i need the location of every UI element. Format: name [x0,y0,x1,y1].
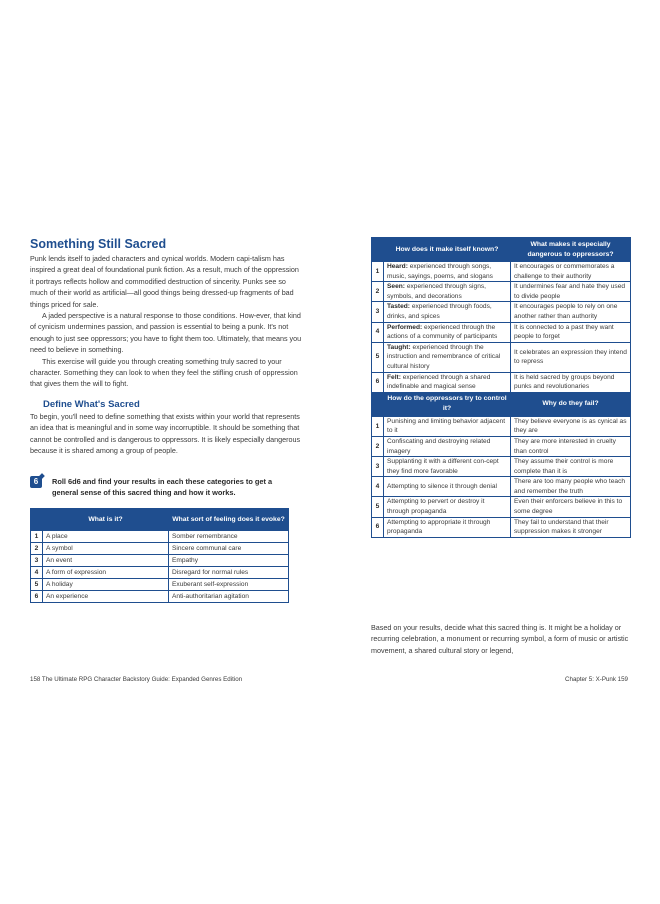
intro-text [30,253,302,390]
row-number: 2 [31,543,43,555]
sense-label: Heard: [387,263,408,270]
row-number: 3 [372,457,384,477]
intro-paragraph-1: Punk lends itself to jaded characters and cynical worlds. Modern capi-talism has inspired a great deal of foundational punk fiction. As a result, much of the oppression it portrays reflects hollow and commodified destruction of sincerity. Punks see so much of their world as artificial—all good things being dressed-up fragments of bad things priced for sale. [30,254,299,309]
header-control: How do the oppressors try to control it? [384,392,511,416]
danger-cell: It is connected to a past they want people to forget [511,322,631,342]
page-footer-left: 158 The Ultimate RPG Character Backstory Guide: Expanded Genres Edition [30,676,243,683]
table-row [372,436,631,456]
known-cell [384,372,511,392]
intro-paragraph-2: A jaded perspective is a natural response to those conditions. How-ever, that kind of cynicism undermines passion, and passion is essential to being a punk. It's not enough to just see oppressors; you have to fight them too. Ultimately, that means you need to believe in something. [30,311,302,355]
intro-paragraph-3: This exercise will guide you through creating something truly sacred to your character. Something they can look to when they feel the stifling crush of oppression that gives them the will to fight. [30,356,298,389]
fail-cell: They assume their control is more complete than it is [511,457,631,477]
table-row [372,372,631,392]
sacred-thing-table [30,508,289,603]
row-number: 5 [31,579,43,591]
row-number: 3 [31,555,43,567]
table-row [31,555,289,567]
fail-cell: They believe everyone is as cynical as they are [511,416,631,436]
header-danger: What makes it especially dangerous to oppressors? [511,238,631,262]
row-number: 1 [372,416,384,436]
row-number: 5 [372,342,384,372]
known-cell [384,322,511,342]
sense-label: Taught: [387,343,411,351]
danger-cell: It encourages or commemorates a challenge to their authority [511,262,631,282]
danger-cell: It encourages people to rely on one another rather than authority [511,302,631,322]
what-cell: A place [43,531,169,543]
table-row [372,497,631,517]
roll-instruction-text: Roll 6d6 and find your results in each these categories to get a general sense of this sacred thing and how it works. [52,477,273,497]
known-text: experienced through the actions of a community of participants [387,323,498,341]
control-cell: Attempting to appropriate it through propaganda [384,517,511,537]
feeling-cell: Exuberant self-expression [169,579,289,591]
feeling-cell: Sincere communal care [169,543,289,555]
table-row [31,567,289,579]
known-text: experienced through the instruction and remembrance of critical cultural history [387,343,501,370]
table-row [372,262,631,282]
feeling-cell: Disregard for normal rules [169,567,289,579]
table-row [31,543,289,555]
known-text: experienced through a shared indefinable and magical sense [387,373,491,391]
d6-die-icon: 6 [30,476,42,488]
table-row [372,416,631,436]
row-number: 6 [31,591,43,603]
row-number: 5 [372,497,384,517]
header-fail: Why do they fail? [511,392,631,416]
header-num [372,238,384,262]
known-text: experienced through songs, music, sayings, poems, and slogans [387,263,493,280]
row-number: 2 [372,436,384,456]
known-text: experienced through foods, drinks, and spices [387,303,492,320]
fail-cell: They are more interested in cruelty than control [511,436,631,456]
control-cell: Supplanting it with a different con-cept they find more favorable [384,457,511,477]
feeling-cell: Somber remembrance [169,531,289,543]
table-row [372,302,631,322]
header-num [372,392,384,416]
table-row [372,282,631,302]
row-number: 1 [372,262,384,282]
control-cell: Punishing and limiting behavior adjacent to it [384,416,511,436]
sense-label: Felt: [387,373,401,381]
subsection-heading: Define What's Sacred [43,399,140,410]
table-row [372,477,631,497]
row-number: 6 [372,372,384,392]
table-row [31,591,289,603]
row-number: 2 [372,282,384,302]
table-row [372,517,631,537]
known-cell [384,302,511,322]
sense-label: Seen: [387,283,405,291]
known-cell [384,342,511,372]
known-cell [384,262,511,282]
table-row [372,457,631,477]
fail-cell: There are too many people who teach and remember the truth [511,477,631,497]
header-known: How does it make itself known? [384,238,511,262]
page-footer-right: Chapter 5: X-Punk 159 [565,676,628,683]
define-text [30,411,302,457]
danger-cell: It celebrates an expression they intend to repress [511,342,631,372]
results-paragraph: Based on your results, decide what this sacred thing is. It might be a holiday or recurring celebration, a monument or recurring symbol, a form of music or artistic movement, a shared cultural story or legend, [371,623,629,655]
header-what: What is it? [43,509,169,531]
row-number: 4 [372,322,384,342]
table-row [31,531,289,543]
what-cell: A symbol [43,543,169,555]
table-row [372,322,631,342]
what-cell: A form of expression [43,567,169,579]
define-paragraph: To begin, you'll need to define something that exists within your world that represents an idea that is meaningful and in some way incorruptible. It should be something that cannot be controlled and is dangerous to oppressors. It is likely especially dangerous because it is shared among a group of people. [30,412,301,456]
manifestation-table [371,237,631,538]
what-cell: An experience [43,591,169,603]
header-feeling: What sort of feeling does it evoke? [169,509,289,531]
fail-cell: They fail to understand that their suppression makes it stronger [511,517,631,537]
sense-label: Performed: [387,323,423,331]
header-num [31,509,43,531]
sense-label: Tasted: [387,303,410,311]
what-cell: An event [43,555,169,567]
control-cell: Attempting to pervert or destroy it through propaganda [384,497,511,517]
table-row [31,579,289,591]
row-number: 3 [372,302,384,322]
danger-cell: It undermines fear and hate they used to divide people [511,282,631,302]
known-cell [384,282,511,302]
section-heading: Something Still Sacred [30,237,167,251]
what-cell: A holiday [43,579,169,591]
feeling-cell: Empathy [169,555,289,567]
row-number: 4 [31,567,43,579]
table-row [372,342,631,372]
danger-cell: It is held sacred by groups beyond punks and revolutionaries [511,372,631,392]
fail-cell: Even their enforcers believe in this to some degree [511,497,631,517]
known-text: experienced through signs, symbols, and decorations [387,283,486,300]
control-cell: Attempting to silence it through denial [384,477,511,497]
row-number: 1 [31,531,43,543]
feeling-cell: Anti-authoritarian agitation [169,591,289,603]
control-cell: Confiscating and destroying related imagery [384,436,511,456]
row-number: 6 [372,517,384,537]
row-number: 4 [372,477,384,497]
